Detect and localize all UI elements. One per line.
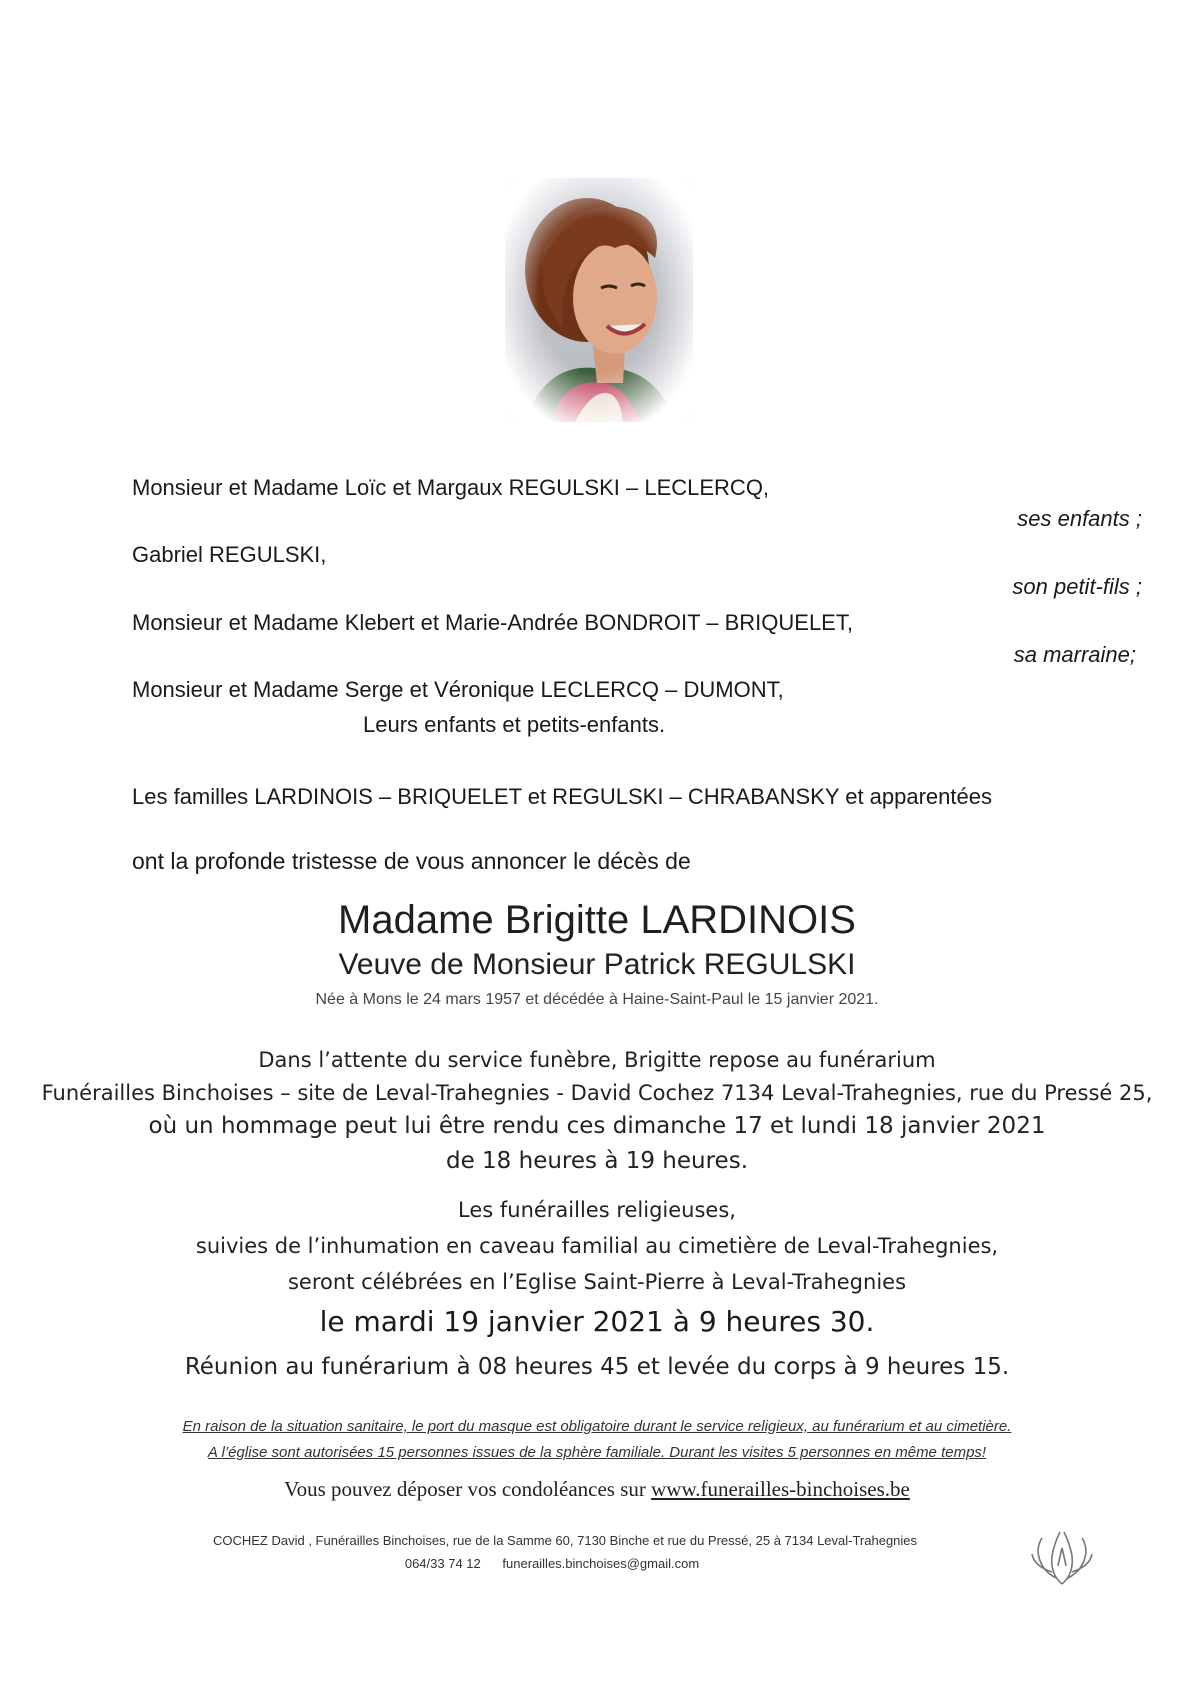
service-line-3: où un hommage peut lui être rendu ces dimanche 17 et lundi 18 janvier 2021 bbox=[148, 1113, 1046, 1139]
widow-of: Veuve de Monsieur Patrick REGULSKI bbox=[338, 948, 856, 981]
footer-contact bbox=[0, 1556, 1149, 1571]
birth-death-info: Née à Mons le 24 mars 1957 et décédée à Haine-Saint-Paul le 15 janvier 2021. bbox=[315, 991, 879, 1008]
footer-phone: 064/33 74 12 bbox=[404, 1556, 481, 1571]
family-line-grandchildren: Leurs enfants et petits-enfants. bbox=[363, 712, 666, 737]
family-line-grandson: Gabriel REGULSKI, bbox=[132, 542, 327, 567]
sanitary-note-2: A l’église sont autorisées 15 personnes issues de la sphère familiale. Durant les visites 5 personnes en même temps! bbox=[207, 1444, 987, 1461]
funeral-date: le mardi 19 janvier 2021 à 9 heures 30. bbox=[319, 1305, 875, 1338]
portrait-photo bbox=[505, 178, 693, 422]
announcement-line: ont la profonde tristesse de vous annoncer le décès de bbox=[132, 848, 691, 874]
service-line-7: seront célébrées en l’Eglise Saint-Pierre à Leval-Trahegnies bbox=[287, 1270, 907, 1294]
role-children: ses enfants ; bbox=[1017, 506, 1142, 531]
condolences-link[interactable]: www.funerailles-binchoises.be bbox=[651, 1477, 910, 1501]
deceased-name: Madame Brigitte LARDINOIS bbox=[338, 898, 856, 942]
family-line-godmother: Monsieur et Madame Klebert et Marie-Andrée BONDROIT – BRIQUELET, bbox=[132, 610, 853, 635]
role-godmother: sa marraine; bbox=[1013, 642, 1136, 667]
condolences-line bbox=[0, 1477, 1194, 1502]
service-line-1: Dans l’attente du service funèbre, Brigitte repose au funérarium bbox=[258, 1048, 936, 1072]
service-line-4: de 18 heures à 19 heures. bbox=[445, 1148, 749, 1174]
sanitary-note-1: En raison de la situation sanitaire, le port du masque est obligatoire durant le service religieux, au funérarium et au cimetière. bbox=[182, 1418, 1012, 1435]
meeting-info: Réunion au funérarium à 08 heures 45 et levée du corps à 9 heures 15. bbox=[184, 1354, 1010, 1380]
family-line-children: Monsieur et Madame Loïc et Margaux REGULSKI – LECLERCQ, bbox=[132, 475, 770, 500]
service-line-5: Les funérailles religieuses, bbox=[458, 1198, 736, 1222]
service-line-2: Funérailles Binchoises – site de Leval-Trahegnies - David Cochez 7134 Leval-Trahegnies, rue du Pressé 25, bbox=[41, 1081, 1153, 1105]
footer-email: funerailles.binchoises@gmail.com bbox=[502, 1556, 700, 1571]
funeral-home-logo-icon bbox=[1030, 1526, 1094, 1588]
family-line-families: Les familles LARDINOIS – BRIQUELET et REGULSKI – CHRABANSKY et apparentées bbox=[132, 784, 992, 809]
service-line-6: suivies de l’inhumation en caveau familial au cimetière de Leval-Trahegnies, bbox=[195, 1234, 999, 1258]
footer-address: COCHEZ David , Funérailles Binchoises, rue de la Samme 60, 7130 Binche et rue du Pressé, 25 à 7134 Leval-Trahegnies bbox=[212, 1533, 918, 1548]
family-line-leclercq: Monsieur et Madame Serge et Véronique LECLERCQ – DUMONT, bbox=[132, 677, 784, 702]
role-grandson: son petit-fils ; bbox=[1012, 574, 1142, 599]
condolences-text: Vous pouvez déposer vos condoléances sur bbox=[284, 1477, 646, 1501]
